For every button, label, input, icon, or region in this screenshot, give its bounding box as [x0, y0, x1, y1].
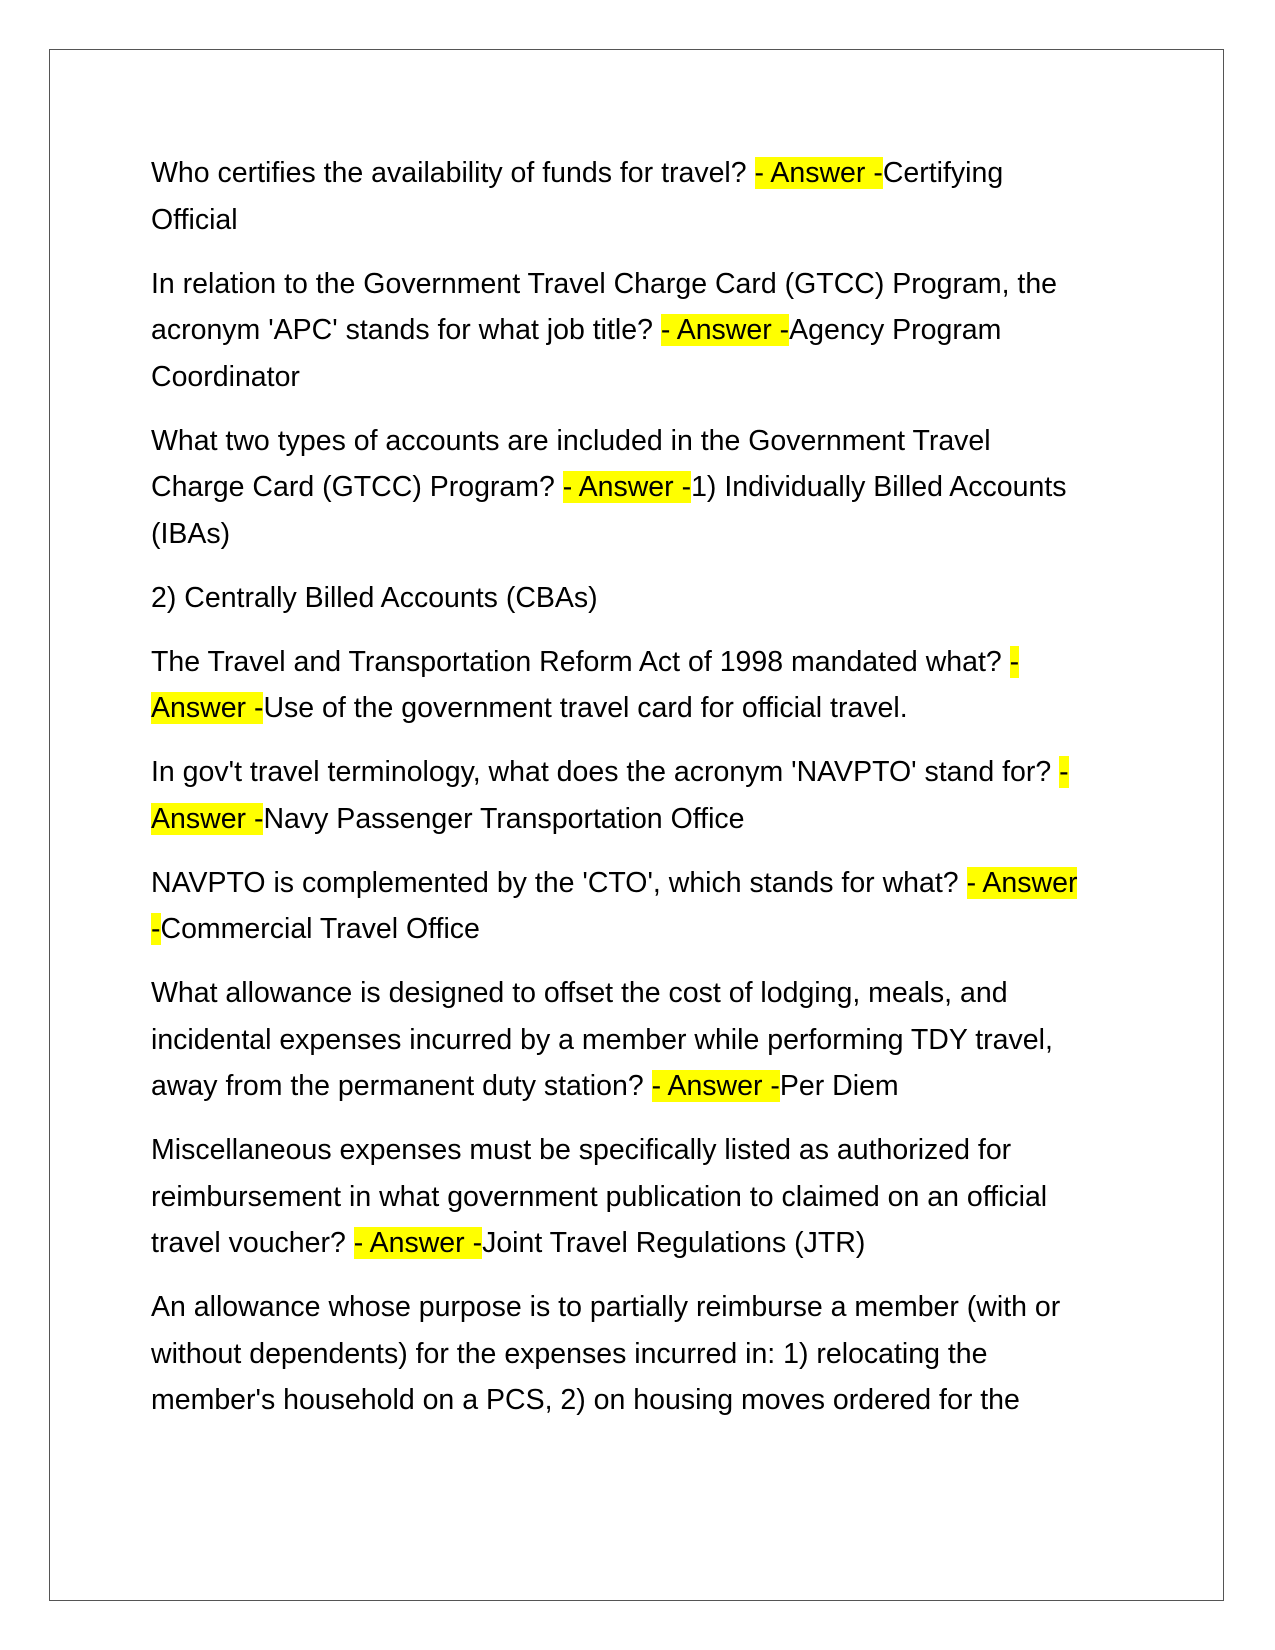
qa-paragraph-7	[151, 970, 1086, 1110]
qa-paragraph-1	[151, 150, 1086, 243]
qa-paragraph-2	[151, 261, 1086, 401]
document-body	[151, 150, 1086, 1441]
question-text: In relation to the Government Travel Charge Card (GTCC) Program, the acronym 'APC' stands for what job title?	[151, 267, 1058, 346]
answer-marker-highlight: - Answer -	[754, 157, 883, 189]
question-text: Who certifies the availability of funds for travel?	[151, 157, 755, 189]
question-text: The Travel and Transportation Reform Act of 1998 mandated what?	[151, 645, 1010, 678]
qa-paragraph-8	[151, 1127, 1086, 1267]
answer-text: Use of the government travel card for official travel.	[263, 692, 908, 724]
answer-marker-highlight: - Answer -	[660, 314, 790, 346]
answer-marker-highlight: - Answer -	[151, 866, 1078, 945]
question-text: What allowance is designed to offset the cost of lodging, meals, and incidental expenses incurred by a member while performing TDY travel, away from the permanent duty station?	[151, 977, 1053, 1102]
truncated-question-paragraph: An allowance whose purpose is to partially reimburse a member (with or without dependents) for the expenses incurred in: 1) relocating the member's household on a PCS, 2) on housing moves ordered for the	[151, 1291, 1061, 1416]
question-text: What two types of accounts are included in the Government Travel Charge Card (GTCC) Program?	[151, 424, 991, 503]
answer-text: Navy Passenger Transportation Office	[263, 802, 745, 835]
qa-paragraph-6	[151, 860, 1086, 953]
qa-paragraph-4	[151, 639, 1086, 732]
answer-text: Per Diem	[779, 1070, 899, 1102]
answer-text: 1) Individually Billed Accounts (IBAs)	[151, 471, 1067, 550]
document-page	[49, 49, 1224, 1601]
question-text: NAVPTO is complemented by the 'CTO', which stands for what?	[151, 866, 967, 899]
answer-marker-highlight: - Answer -	[651, 1070, 780, 1102]
answer-text: Joint Travel Regulations (JTR)	[482, 1227, 866, 1259]
answer-marker-highlight: - Answer -	[562, 471, 692, 503]
qa-paragraph-5	[151, 749, 1086, 842]
answer-marker-highlight: - Answer -	[151, 645, 1020, 724]
question-text: Miscellaneous expenses must be specifically listed as authorized for reimbursement in what government publication to claimed on an official travel voucher?	[151, 1134, 1048, 1259]
answer-marker-highlight: - Answer -	[353, 1227, 483, 1259]
answer-marker-highlight: - Answer -	[151, 756, 1069, 835]
answer-text: Commercial Travel Office	[160, 913, 480, 945]
question-text: In gov't travel terminology, what does the acronym 'NAVPTO' stand for?	[151, 756, 1060, 788]
qa-paragraph-3	[151, 418, 1086, 558]
answer-text: Certifying Official	[151, 157, 1004, 236]
answer-continuation-paragraph: 2) Centrally Billed Accounts (CBAs)	[151, 581, 598, 614]
answer-text: Agency Program Coordinator	[151, 314, 1002, 393]
